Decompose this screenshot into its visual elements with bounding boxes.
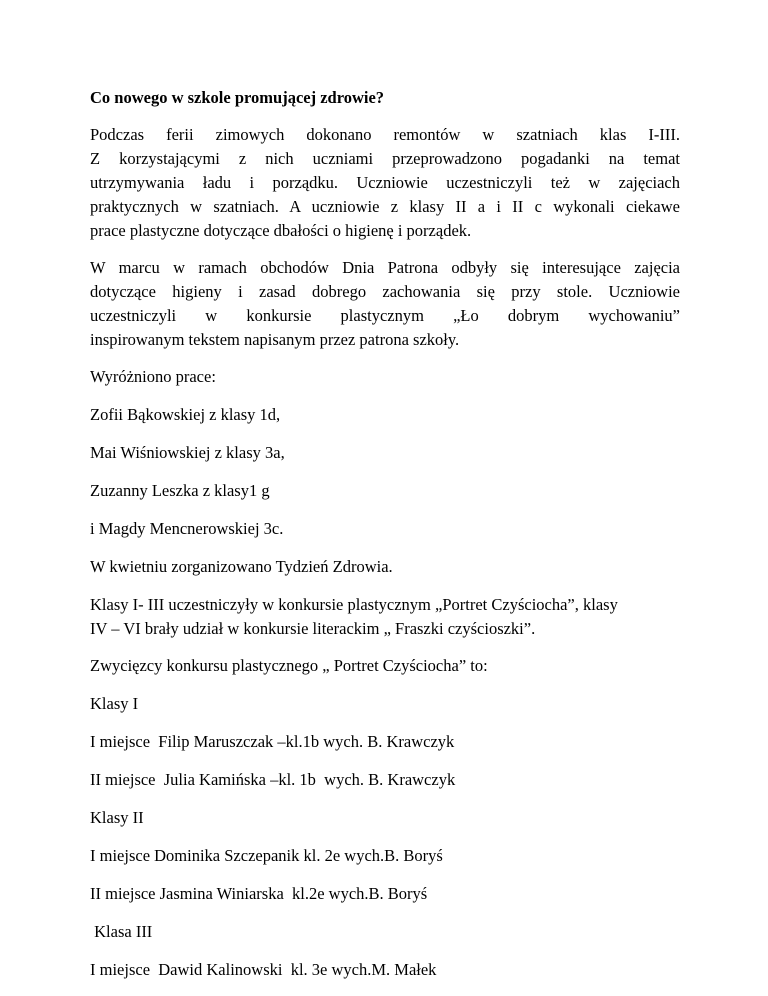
paragraph-line: dotyczące higieny i zasad dobrego zachowania się przy stole. Uczniowie bbox=[90, 282, 680, 301]
paragraph-line: uczestniczyli w konkursie plastycznym „Ło dobrym wychowaniu” bbox=[90, 306, 680, 325]
health-week-text: W kwietniu zorganizowano Tydzień Zdrowia. bbox=[90, 557, 393, 576]
paragraph-line: Z korzystającymi z nich uczniami przeprowadzono pogadanki na temat bbox=[90, 149, 680, 168]
paragraph-line: IV – VI brały udział w konkursie literackim „ Fraszki czyścioszki”. bbox=[90, 619, 536, 638]
class-1-heading: Klasy I bbox=[90, 694, 139, 713]
distinguished-item: Zuzanny Leszka z klasy1 g bbox=[90, 481, 270, 500]
paragraph-line: W marcu w ramach obchodów Dnia Patrona odbyły się interesujące zajęcia bbox=[90, 258, 680, 277]
distinguished-item: Mai Wiśniowskiej z klasy 3a, bbox=[90, 443, 285, 462]
distinguished-intro: Wyróżniono prace: bbox=[90, 367, 216, 386]
paragraph-line: prace plastyczne dotyczące dbałości o higienę i porządek. bbox=[90, 221, 472, 240]
class-3-first-place: I miejsce Dawid Kalinowski kl. 3e wych.M. Małek bbox=[90, 960, 437, 979]
class-3-heading: Klasa III bbox=[90, 922, 153, 941]
class-2-first-place: I miejsce Dominika Szczepanik kl. 2e wych.B. Boryś bbox=[90, 846, 443, 865]
paragraph-renovation bbox=[90, 123, 680, 243]
paragraph-patron-day bbox=[90, 256, 680, 352]
document-page bbox=[90, 86, 680, 996]
class-2-second-place: II miejsce Jasmina Winiarska kl.2e wych.B. Boryś bbox=[90, 884, 428, 903]
paragraph-line: praktycznych w szatniach. A uczniowie z klasy II a i II c wykonali ciekawe bbox=[90, 197, 680, 216]
class-1-first-place: I miejsce Filip Maruszczak –kl.1b wych. B. Krawczyk bbox=[90, 732, 455, 751]
winners-intro: Zwycięzcy konkursu plastycznego „ Portret Czyściocha” to: bbox=[90, 656, 488, 675]
distinguished-item: Zofii Bąkowskiej z klasy 1d, bbox=[90, 405, 281, 424]
class-1-second-place: II miejsce Julia Kamińska –kl. 1b wych. B. Krawczyk bbox=[90, 770, 456, 789]
document-title: Co nowego w szkole promującej zdrowie? bbox=[90, 88, 385, 107]
class-2-heading: Klasy II bbox=[90, 808, 144, 827]
paragraph-contests bbox=[90, 593, 680, 641]
distinguished-item: i Magdy Mencnerowskiej 3c. bbox=[90, 519, 284, 538]
paragraph-line: Podczas ferii zimowych dokonano remontów w szatniach klas I-III. bbox=[90, 125, 680, 144]
paragraph-line: inspirowanym tekstem napisanym przez patrona szkoły. bbox=[90, 330, 460, 349]
paragraph-line: utrzymywania ładu i porządku. Uczniowie uczestniczyli też w zajęciach bbox=[90, 173, 680, 192]
paragraph-line: Klasy I- III uczestniczyły w konkursie plastycznym „Portret Czyściocha”, klasy bbox=[90, 595, 618, 614]
